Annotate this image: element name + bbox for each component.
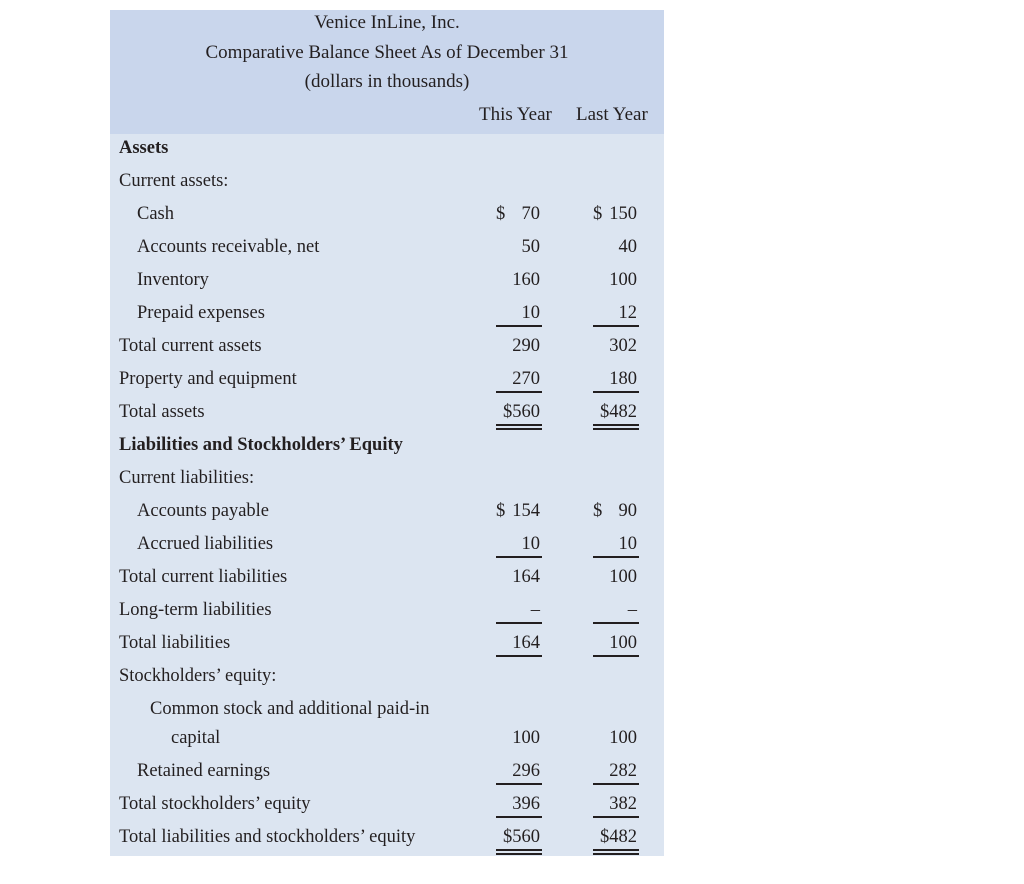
value-accrued-this-year: 10 <box>521 534 540 554</box>
underline <box>496 556 542 558</box>
value-cash-last-year: 150 <box>609 204 637 224</box>
column-header-this-year: This Year <box>479 104 552 125</box>
label-current-assets: Current assets: <box>119 171 229 191</box>
value-total-assets-last-year: $482 <box>600 402 637 422</box>
value-tle-last-year: $482 <box>600 827 637 847</box>
value-accrued-last-year: 10 <box>618 534 637 554</box>
underline <box>496 622 542 624</box>
label-cash: Cash <box>137 204 174 224</box>
value-property-last-year: 180 <box>609 369 637 389</box>
statement-title: Comparative Balance Sheet As of December 31 <box>205 42 569 63</box>
value-tl-this-year: 164 <box>512 633 540 653</box>
underline <box>496 816 542 818</box>
underline <box>593 556 639 558</box>
label-common-stock-line2: capital <box>171 728 221 748</box>
company-name: Venice InLine, Inc. <box>314 12 460 33</box>
underline <box>593 783 639 785</box>
value-tca-this-year: 290 <box>512 336 540 356</box>
label-total-assets: Total assets <box>119 402 205 422</box>
underline <box>496 783 542 785</box>
value-common-stock-last-year: 100 <box>609 728 637 748</box>
value-prepaid-this-year: 10 <box>521 303 540 323</box>
label-retained-earnings: Retained earnings <box>137 761 271 781</box>
value-total-assets-this-year: $560 <box>503 402 540 422</box>
label-property: Property and equipment <box>119 369 297 389</box>
units-note: (dollars in thousands) <box>304 71 470 92</box>
double-underline <box>593 849 639 851</box>
value-ap-last-year: 90 <box>618 501 637 521</box>
label-total-liabilities: Total liabilities <box>119 633 231 653</box>
label-inventory: Inventory <box>137 270 209 290</box>
value-re-last-year: 282 <box>609 761 637 781</box>
label-common-stock-line1: Common stock and additional paid-in <box>150 699 430 719</box>
underline <box>593 622 639 624</box>
underline <box>593 655 639 657</box>
value-tcl-last-year: 100 <box>609 567 637 587</box>
value-tl-last-year: 100 <box>609 633 637 653</box>
value-inventory-this-year: 160 <box>512 270 540 290</box>
currency-cash-this-year: $ <box>496 204 506 224</box>
value-ar-this-year: 50 <box>521 237 540 257</box>
label-total-current-liabilities: Total current liabilities <box>119 567 288 587</box>
label-long-term-liabilities: Long-term liabilities <box>119 600 272 620</box>
currency-ap-this-year: $ <box>496 501 506 521</box>
underline <box>593 816 639 818</box>
value-tca-last-year: 302 <box>609 336 637 356</box>
double-underline <box>593 428 639 430</box>
label-accounts-receivable: Accounts receivable, net <box>137 237 320 257</box>
currency-cash-last-year: $ <box>593 204 603 224</box>
value-tle-this-year: $560 <box>503 827 540 847</box>
underline <box>593 391 639 393</box>
value-ltl-last-year: – <box>627 600 637 620</box>
underline <box>593 325 639 327</box>
label-total-liabilities-equity: Total liabilities and stockholders’ equity <box>119 827 416 847</box>
value-tse-last-year: 382 <box>609 794 637 814</box>
label-accounts-payable: Accounts payable <box>137 501 270 521</box>
underline <box>496 391 542 393</box>
value-ap-this-year: 154 <box>512 501 540 521</box>
label-current-liabilities: Current liabilities: <box>119 468 255 488</box>
label-prepaid: Prepaid expenses <box>137 303 265 323</box>
value-ltl-this-year: – <box>530 600 540 620</box>
label-total-current-assets: Total current assets <box>119 336 262 356</box>
underline <box>496 325 542 327</box>
double-underline <box>496 428 542 430</box>
balance-sheet <box>110 10 664 856</box>
section-assets: Assets <box>119 138 169 158</box>
value-tcl-this-year: 164 <box>512 567 540 587</box>
double-underline <box>496 849 542 851</box>
column-header-last-year: Last Year <box>576 104 648 125</box>
value-cash-this-year: 70 <box>521 204 540 224</box>
value-tse-this-year: 396 <box>512 794 540 814</box>
value-common-stock-this-year: 100 <box>512 728 540 748</box>
value-inventory-last-year: 100 <box>609 270 637 290</box>
label-accrued: Accrued liabilities <box>137 534 274 554</box>
label-stockholders-equity: Stockholders’ equity: <box>119 666 277 686</box>
double-underline <box>593 424 639 426</box>
underline <box>496 655 542 657</box>
label-total-stockholders-equity: Total stockholders’ equity <box>119 794 311 814</box>
section-liabilities-equity: Liabilities and Stockholders’ Equity <box>119 435 403 455</box>
double-underline <box>593 853 639 855</box>
double-underline <box>496 853 542 855</box>
value-re-this-year: 296 <box>512 761 540 781</box>
value-prepaid-last-year: 12 <box>618 303 637 323</box>
currency-ap-last-year: $ <box>593 501 603 521</box>
value-property-this-year: 270 <box>512 369 540 389</box>
value-ar-last-year: 40 <box>618 237 637 257</box>
double-underline <box>496 424 542 426</box>
